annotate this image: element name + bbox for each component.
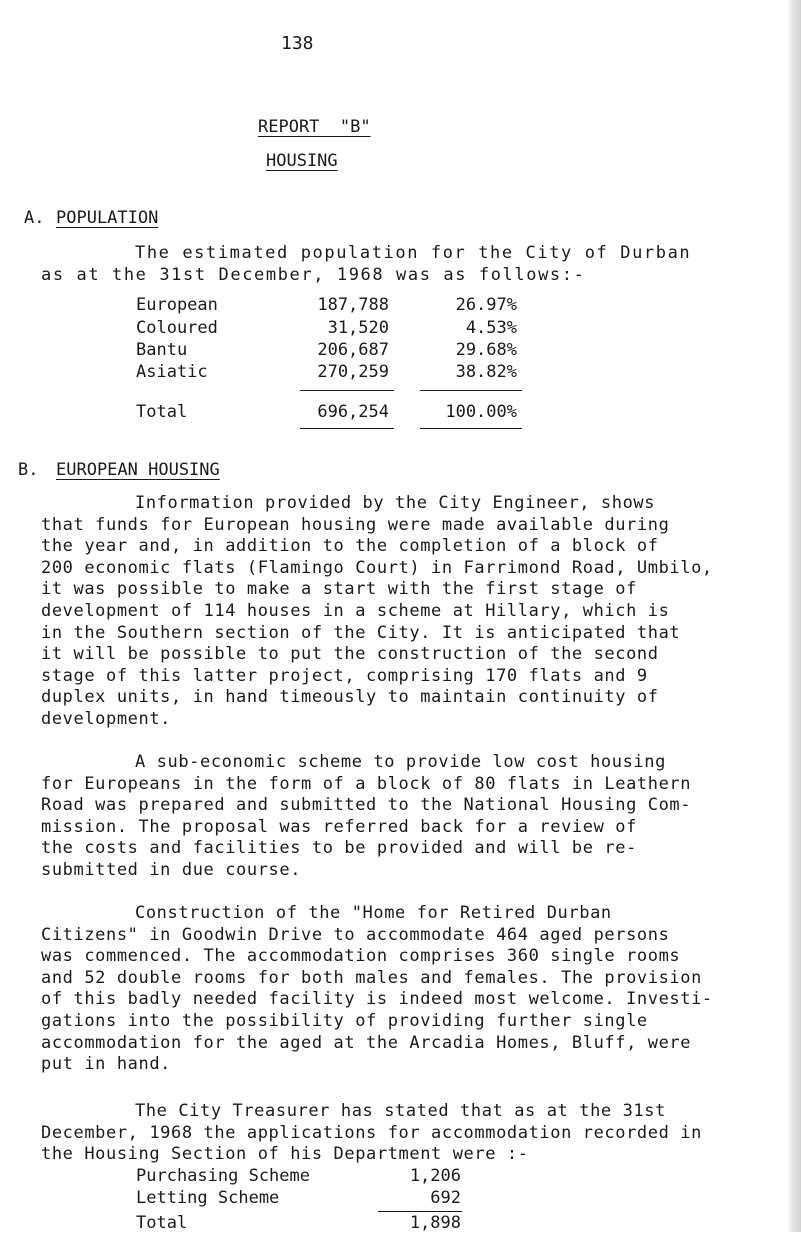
table-row-count: 31,520: [327, 318, 389, 338]
table-row-count: 206,687: [317, 340, 389, 360]
subtotal-rule: [300, 390, 394, 391]
table-row-count: 1,206: [409, 1166, 461, 1186]
total-rule: [420, 428, 522, 429]
table-row-group: Bantu: [136, 340, 188, 360]
table-row-scheme: Letting Scheme: [136, 1188, 280, 1208]
table-row-percent: 29.68%: [455, 340, 517, 360]
table-row-count: 692: [430, 1188, 461, 1208]
section-b-title: EUROPEAN HOUSING: [56, 460, 220, 480]
table-row-count: 270,259: [317, 362, 389, 382]
total-label: Total: [136, 402, 188, 422]
scan-edge-shadow: [787, 0, 801, 1232]
paragraph-retired-citizens-home: Construction of the "Home for Retired Durban Citizens" in Goodwin Drive to accommodate 464 aged persons was commenced. The accommodation comprises 360 single rooms and 52 double rooms for both males and females. The provision of this badly needed facility is indeed most welcome. Investi- gations into the possibility of providing further single accommodation for the aged at the Arcadia Homes, Bluff, were put in hand.: [41, 903, 713, 1075]
paragraph-european-housing: Information provided by the City Engineer, shows that funds for European housing were made available during the year and, in addition to the completion of a block of 200 economic flats (Flamingo Court) in Farrimond Road, Umbilo, it was possible to make a start with the first stage of development of 114 houses in a scheme at Hillary, which is in the Southern section of the City. It is anticipated that it will be possible to put the construction of the second stage of this latter project, comprising 170 flats and 9 duplex units, in hand timeously to maintain continuity of development.: [41, 493, 713, 729]
section-b-label: B.: [18, 460, 39, 480]
table-row-percent: 38.82%: [455, 362, 517, 382]
report-title: REPORT "B": [258, 117, 371, 137]
total-percent: 100.00%: [445, 402, 517, 422]
table-row-group: Coloured: [136, 318, 218, 338]
subtotal-rule: [378, 1211, 462, 1212]
section-a-label: A.: [24, 208, 45, 228]
table-row-group: European: [136, 295, 218, 315]
section-title: HOUSING: [266, 151, 338, 171]
paragraph-city-treasurer: The City Treasurer has stated that as at the 31st December, 1968 the applications for accommodation recorded in the Housing Section of his Department were :-: [41, 1101, 702, 1165]
paragraph-sub-economic-scheme: A sub-economic scheme to provide low cost housing for Europeans in the form of a block of 80 flats in Leathern Road was prepared and submitted to the National Housing Com- mission. The proposal was referred back for a review of the costs and facilities to be provided and will be re- submitted in due course.: [41, 752, 692, 880]
table-row-scheme: Purchasing Scheme: [136, 1166, 310, 1186]
population-intro: The estimated population for the City of Durban as at the 31st December, 1968 was as follows:-: [41, 243, 692, 285]
total-count: 1,898: [409, 1213, 461, 1233]
table-row-group: Asiatic: [136, 362, 208, 382]
total-count: 696,254: [317, 402, 389, 422]
page-number: 138: [281, 33, 314, 54]
table-row-percent: 26.97%: [455, 295, 517, 315]
table-row-percent: 4.53%: [465, 318, 517, 338]
table-row-count: 187,788: [317, 295, 389, 315]
section-a-title: POPULATION: [56, 208, 159, 228]
total-rule: [300, 428, 394, 429]
total-label: Total: [136, 1213, 188, 1233]
subtotal-rule: [420, 390, 522, 391]
